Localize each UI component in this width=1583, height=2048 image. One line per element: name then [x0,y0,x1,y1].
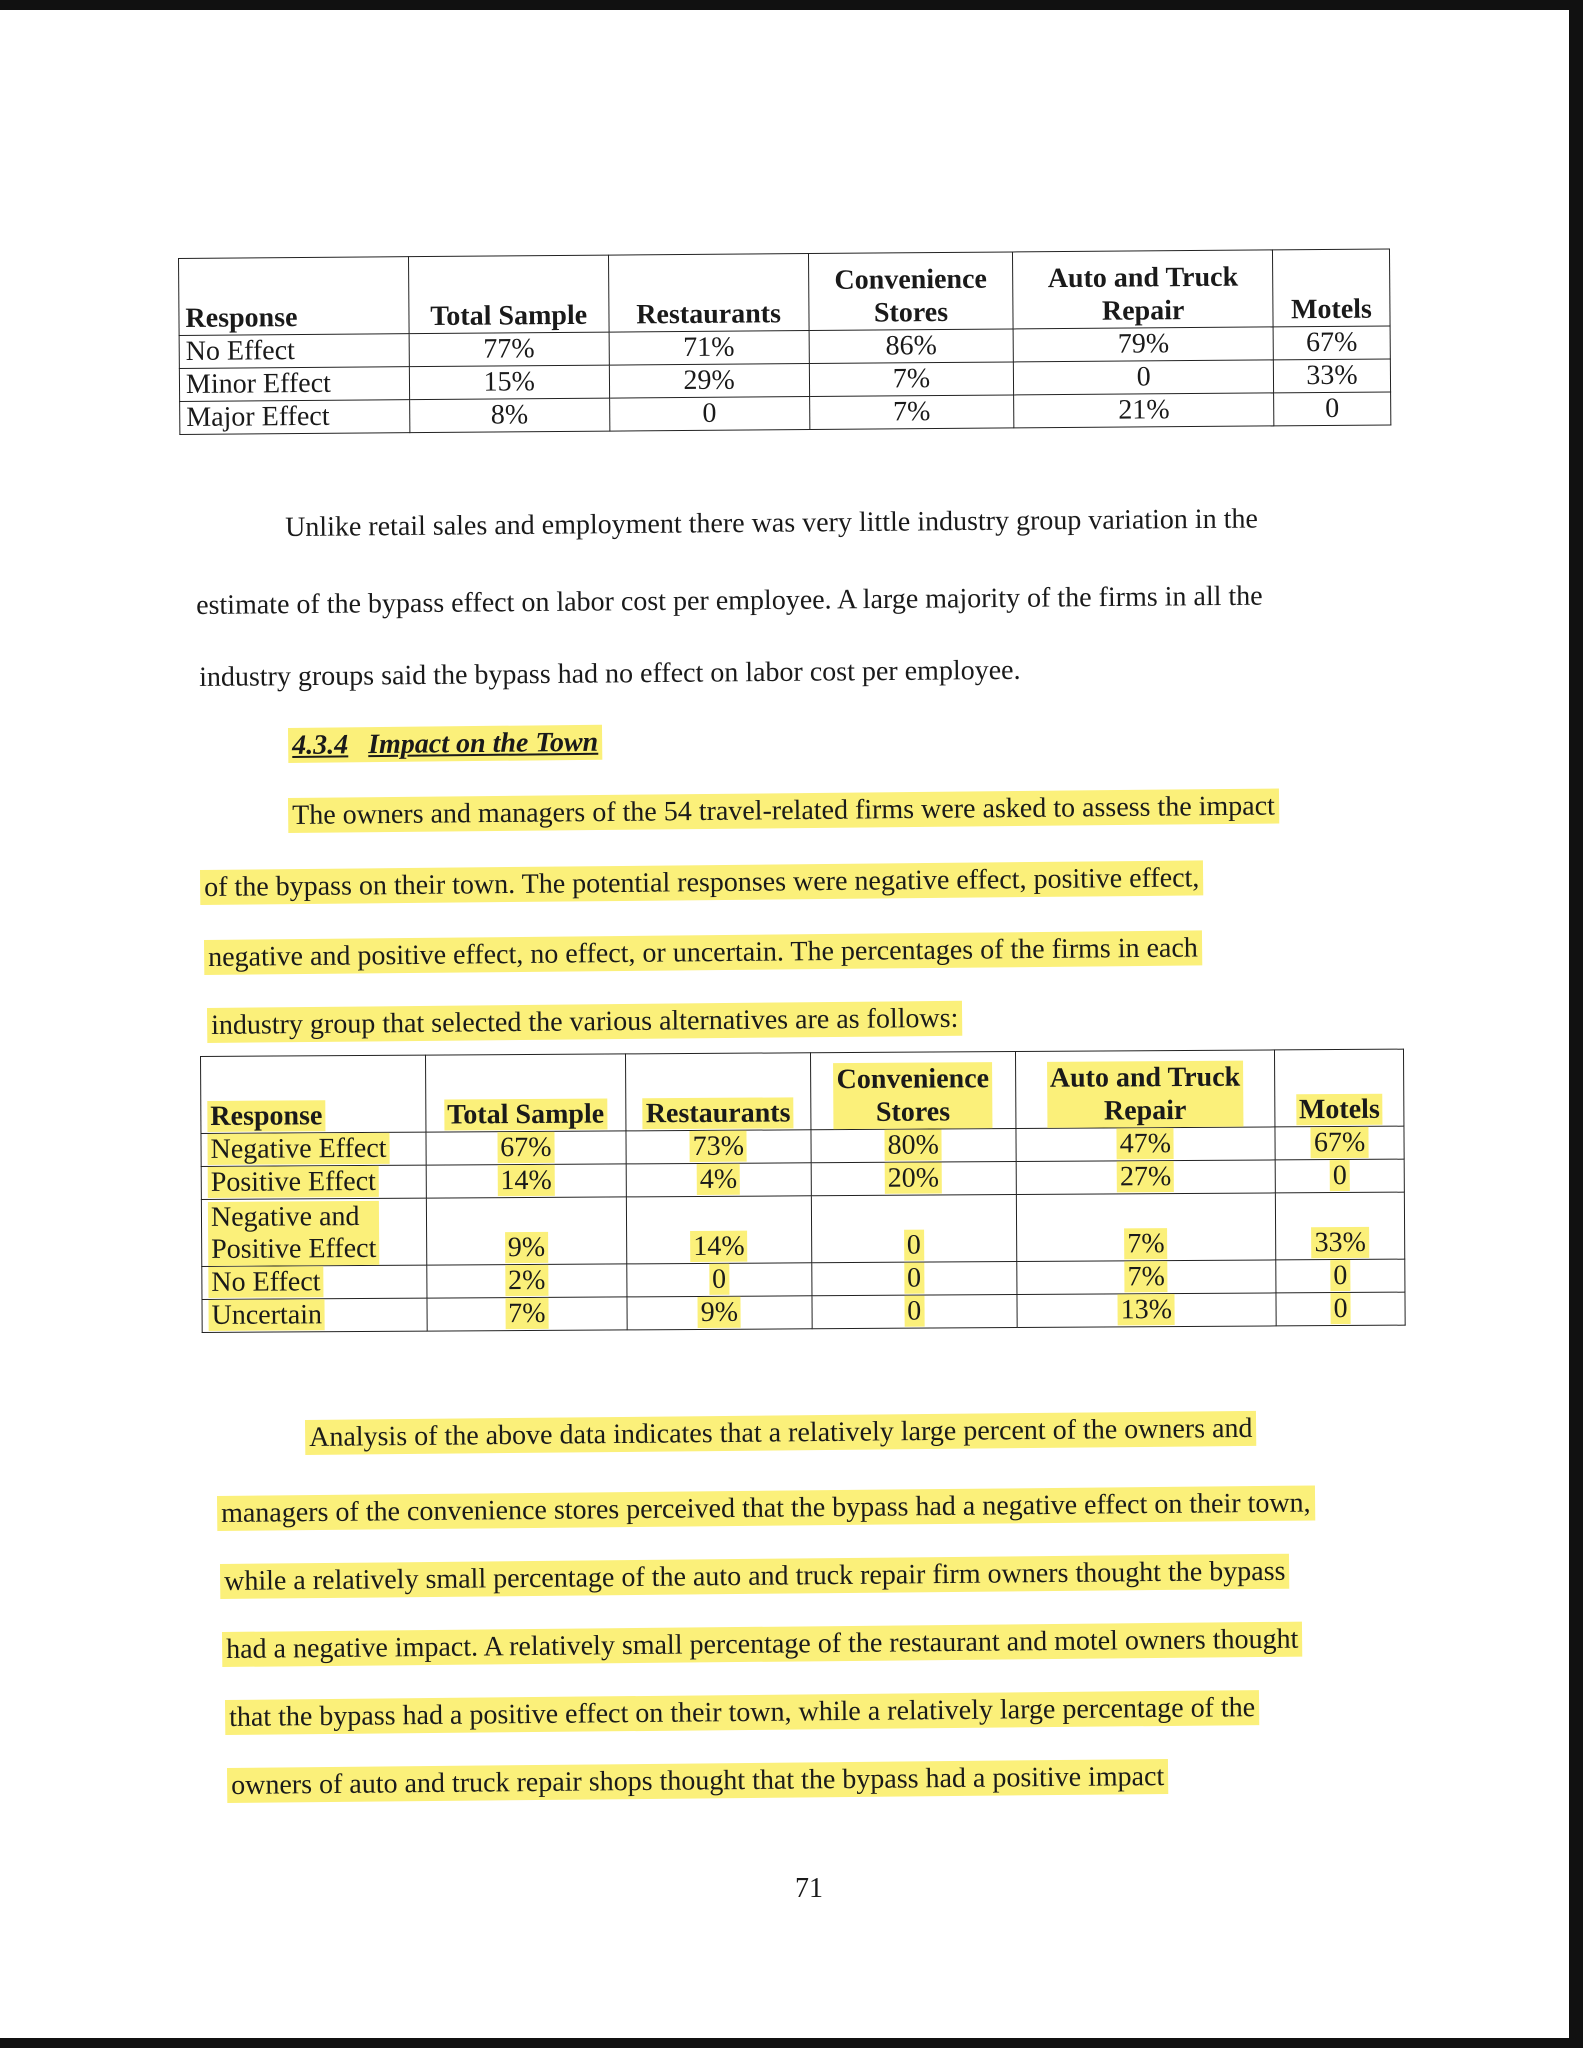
header-auto-truck-repair: Auto and Truck Repair [1015,1050,1275,1129]
body-text-line: industry groups said the bypass had no effect on labor cost per employee. [199,654,1021,693]
body-text-line [204,932,1202,974]
highlighted-text: that the bypass had a positive effect on their town, while a relatively large percentage of the [225,1690,1259,1735]
table-cell: 33% [1275,1192,1404,1260]
table-cell: 9% [627,1296,812,1330]
header-total-sample: Total Sample [408,255,609,334]
body-text-line [222,1624,1302,1666]
scan-top-edge [0,0,1583,10]
response-label: Negative and Positive Effect [201,1198,426,1266]
table-cell: 67% [1273,326,1390,360]
table-cell: 33% [1273,359,1390,393]
header-motels: Motels [1272,249,1390,327]
table-cell: 7% [427,1297,627,1331]
header-restaurants: Restaurants [608,254,808,333]
section-title: Impact on the Town [367,726,599,761]
table-cell: 0 [1274,392,1391,426]
table-cell: 67% [1275,1126,1404,1160]
header-convenience-stores: Convenience Stores [808,252,1013,331]
table-cell: 0 [1276,1292,1405,1326]
body-text-line [288,790,1279,832]
header-response: Response [179,257,409,336]
header-restaurants: Restaurants [625,1053,810,1131]
scan-right-edge [1569,0,1583,2048]
body-text-line [217,1487,1315,1530]
page-number: 71 [795,1873,823,1904]
labor-cost-effect-table [178,248,1391,435]
table-cell: 9% [426,1197,626,1265]
town-impact-table [200,1049,1406,1333]
table-cell: 8% [409,398,609,433]
response-label: No Effect [202,1265,427,1299]
table-cell: 20% [811,1162,1016,1196]
highlighted-text: negative and positive effect, no effect, or uncertain. The percentages of the firms in each [204,930,1202,975]
highlighted-text: The owners and managers of the 54 travel-related firms were asked to assess the impact [288,788,1279,833]
table-cell: 7% [809,395,1014,430]
table-cell: 7% [809,362,1014,397]
body-text-line [227,1761,1168,1802]
table-cell: 0 [609,397,809,432]
table-cell: 67% [426,1131,626,1165]
highlighted-text: had a negative impact. A relatively small percentage of the restaurant and motel owners thought [222,1622,1302,1667]
response-label: Positive Effect [201,1165,426,1199]
table-cell: 0 [811,1195,1016,1263]
table-cell: 29% [609,364,809,399]
body-text-line [200,862,1204,904]
table-cell: 0 [627,1263,812,1297]
table-cell: 0 [1275,1159,1404,1193]
table-header-row [201,1049,1404,1133]
highlighted-text: industry group that selected the various alternatives are as follows: [207,1001,963,1043]
body-text-line [220,1556,1290,1598]
response-label: Major Effect [180,400,410,435]
table-cell: 71% [609,331,809,366]
highlighted-text: managers of the convenience stores perceived that the bypass had a negative effect on their town, [217,1485,1315,1531]
response-label: No Effect [179,334,409,369]
header-total-sample: Total Sample [425,1054,625,1132]
table-cell: 7% [1016,1193,1276,1262]
table-cell: 0 [1276,1259,1405,1293]
table-cell: 14% [626,1196,811,1264]
table-cell: 47% [1016,1127,1276,1162]
response-label: Minor Effect [179,367,409,402]
response-label: Uncertain [202,1298,427,1332]
table-cell: 14% [426,1164,626,1198]
header-response: Response [201,1055,426,1133]
header-auto-truck-repair: Auto and Truck Repair [1013,250,1273,329]
table-cell: 27% [1016,1160,1276,1195]
table-cell: 7% [1016,1260,1276,1295]
body-text-line [305,1413,1257,1454]
body-text-line [207,1003,963,1042]
section-heading [288,727,602,762]
table-cell: 0 [812,1295,1017,1329]
table-cell: 21% [1014,393,1274,428]
body-text-line: Unlike retail sales and employment there was very little industry group variation in the [285,503,1258,543]
table-cell: 80% [811,1129,1016,1163]
table-cell: 15% [409,365,609,400]
table-row [201,1192,1404,1266]
body-text-line: estimate of the bypass effect on labor cost per employee. A large majority of the firms in all the [196,580,1263,621]
table-row [202,1292,1405,1332]
highlighted-text: owners of auto and truck repair shops thought that the bypass had a positive impact [227,1759,1168,1803]
table-cell: 0 [1014,360,1274,395]
table-cell: 77% [409,332,609,367]
response-label: Negative Effect [201,1132,426,1166]
table-cell: 0 [811,1262,1016,1296]
table-cell: 4% [626,1163,811,1197]
highlighted-text: of the bypass on their town. The potential responses were negative effect, positive effect, [200,860,1204,905]
table-header-row [179,249,1391,336]
table-cell: 79% [1014,327,1274,362]
table-cell: 13% [1017,1293,1277,1328]
table-cell: 73% [626,1130,811,1164]
table-cell: 2% [427,1264,627,1298]
section-number: 4.3.4 [291,729,349,761]
highlighted-text: Analysis of the above data indicates that a relatively large percent of the owners and [305,1411,1257,1455]
body-text-line [225,1692,1259,1734]
scan-bottom-edge [0,2038,1583,2048]
header-convenience-stores: Convenience Stores [810,1052,1015,1130]
header-motels: Motels [1275,1049,1404,1127]
highlighted-text: while a relatively small percentage of the auto and truck repair firm owners thought the bypass [220,1554,1290,1599]
table-cell: 86% [809,329,1014,364]
